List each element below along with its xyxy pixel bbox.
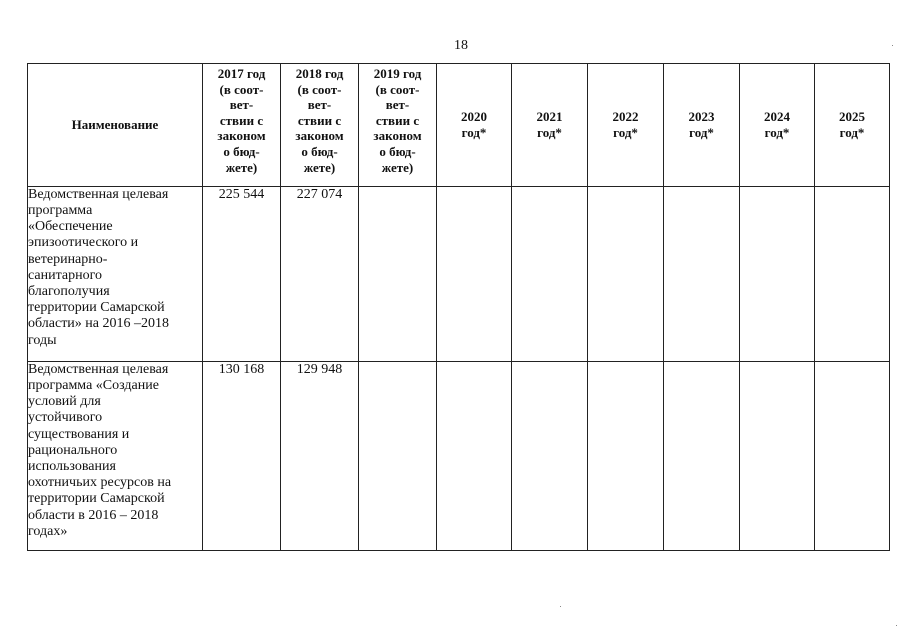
scan-speck [560,606,561,607]
value-cell [815,186,890,361]
program-name-cell: Ведомственная целевая программа «Обеспечение эпизоотического и ветеринарно- санитарного благополучия территории Самарской области» на 2016 –2018 годы [28,186,203,361]
header-name: Наименование [28,64,203,187]
value-cell [588,361,664,550]
table-row [28,186,890,361]
value-cell [437,186,512,361]
header-year-2022: 2022 год* [588,64,664,187]
header-year-2025: 2025 год* [815,64,890,187]
value-cell [512,186,588,361]
header-year-2021: 2021 год* [512,64,588,187]
table-header-row [28,64,890,187]
value-cell [512,361,588,550]
value-cell: 130 168 [203,361,281,550]
value-cell [437,361,512,550]
value-cell [815,361,890,550]
value-cell [359,186,437,361]
table-row [28,361,890,550]
scan-speck [892,45,893,46]
header-year-2023: 2023 год* [664,64,740,187]
value-cell [664,361,740,550]
value-cell: 227 074 [281,186,359,361]
header-year-2020: 2020 год* [437,64,512,187]
scan-speck [896,625,897,626]
budget-table [27,63,890,551]
value-cell [359,361,437,550]
value-cell [664,186,740,361]
program-name-cell: Ведомственная целевая программа «Создание условий для устойчивого существования и рационального использования охотничьих ресурсов на территории Самарской области в 2016 – 2018 годах» [28,361,203,550]
header-year-2019: 2019 год (в соот- вет- ствии с законом о бюд- жете) [359,64,437,187]
header-year-2017: 2017 год (в соот- вет- ствии с законом о бюд- жете) [203,64,281,187]
page-number: 18 [454,38,468,53]
value-cell [740,186,815,361]
value-cell [588,186,664,361]
header-year-2024: 2024 год* [740,64,815,187]
value-cell: 225 544 [203,186,281,361]
value-cell [740,361,815,550]
value-cell: 129 948 [281,361,359,550]
header-year-2018: 2018 год (в соот- вет- ствии с законом о бюд- жете) [281,64,359,187]
